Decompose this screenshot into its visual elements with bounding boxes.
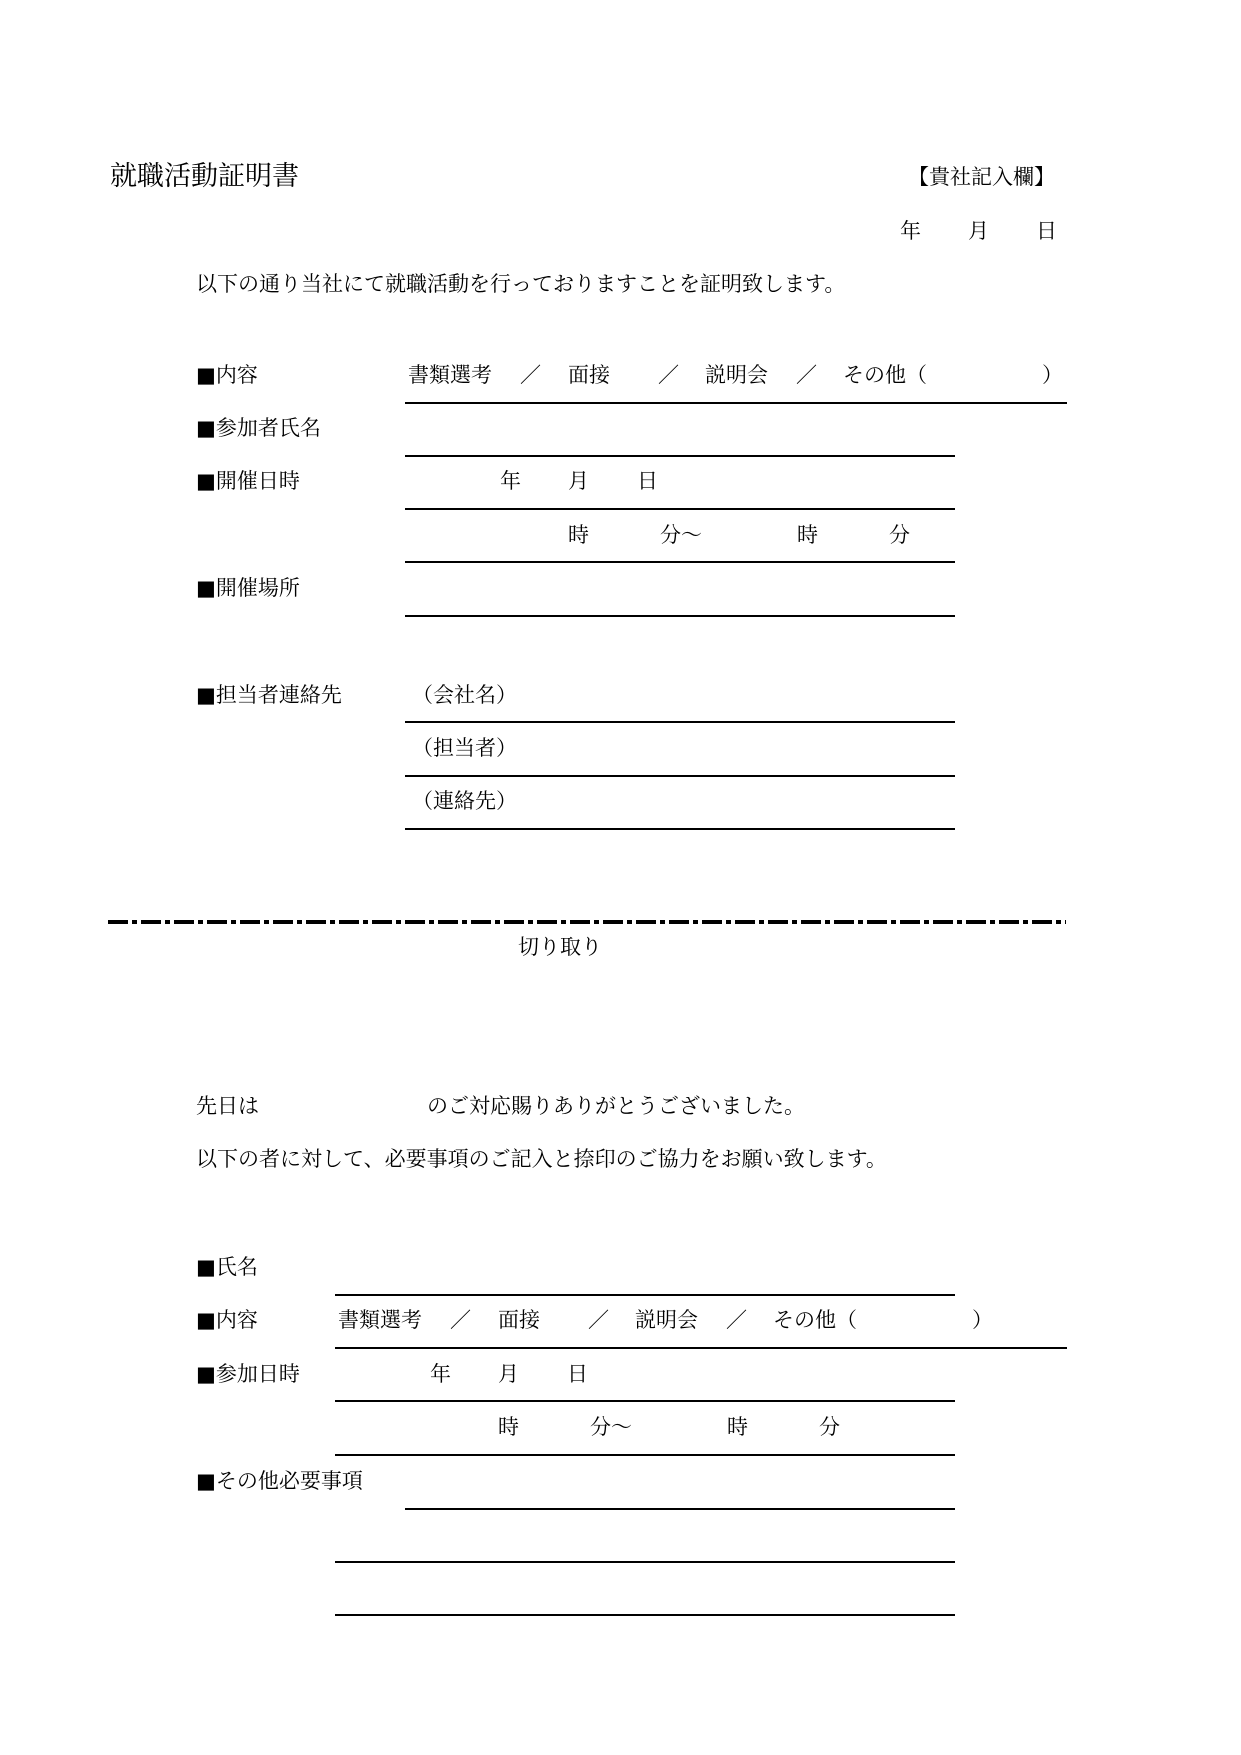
lower-option-other-close: ） [972, 1308, 993, 1332]
issue-date-year: 年 [900, 219, 921, 243]
attend-date-month: 月 [498, 1362, 519, 1386]
separator: ／ [796, 363, 817, 387]
participant-name-label: ■参加者氏名 [196, 416, 321, 440]
option-other-close: ） [1042, 363, 1063, 387]
separator: ／ [588, 1308, 609, 1332]
lower-option-interview[interactable]: 面接 [498, 1308, 540, 1332]
event-end-hour: 時 [797, 523, 818, 547]
other-required-label: ■その他必要事項 [196, 1469, 363, 1493]
cut-line [108, 920, 1066, 924]
event-date-month: 月 [568, 469, 589, 493]
attend-end-minute: 分 [819, 1415, 840, 1439]
option-document-screening[interactable]: 書類選考 [408, 363, 492, 387]
contact-info-field[interactable] [405, 828, 955, 830]
option-interview[interactable]: 面接 [568, 363, 610, 387]
event-start-minute: 分〜 [660, 523, 702, 547]
event-time-field[interactable] [405, 561, 955, 563]
issue-date-day: 日 [1036, 219, 1057, 243]
separator: ／ [726, 1308, 747, 1332]
lower-option-other[interactable]: その他（ [773, 1308, 857, 1332]
content-underline [405, 402, 1067, 404]
event-start-hour: 時 [568, 523, 589, 547]
other-required-field-3[interactable] [335, 1614, 955, 1616]
attend-start-hour: 時 [498, 1415, 519, 1439]
option-other[interactable]: その他（ [843, 363, 927, 387]
attend-time-field[interactable] [335, 1454, 955, 1456]
name-label: ■氏名 [196, 1255, 258, 1279]
contact-company-field[interactable] [405, 721, 955, 723]
separator: ／ [520, 363, 541, 387]
separator: ／ [658, 363, 679, 387]
venue-label: ■開催場所 [196, 576, 300, 600]
other-required-field-1[interactable] [405, 1508, 955, 1510]
intro-text: 以下の通り当社にて就職活動を行っておりますことを証明致します。 [196, 272, 846, 296]
venue-field[interactable] [405, 615, 955, 617]
contact-info-label: （連絡先） [412, 789, 517, 813]
option-briefing[interactable]: 説明会 [705, 363, 768, 387]
event-date-field[interactable] [405, 508, 955, 510]
document-title: 就職活動証明書 [110, 161, 299, 192]
separator: ／ [450, 1308, 471, 1332]
event-datetime-label: ■開催日時 [196, 469, 300, 493]
contact-label: ■担当者連絡先 [196, 683, 342, 707]
cut-label: 切り取り [518, 935, 602, 959]
participant-name-field[interactable] [405, 455, 955, 457]
thanks-prefix: 先日は [196, 1094, 259, 1118]
attend-datetime-label: ■参加日時 [196, 1362, 300, 1386]
lower-option-briefing[interactable]: 説明会 [635, 1308, 698, 1332]
attend-start-minute: 分〜 [590, 1415, 632, 1439]
event-end-minute: 分 [889, 523, 910, 547]
contact-company-label: （会社名） [412, 683, 517, 707]
contact-person-label: （担当者） [412, 736, 517, 760]
lower-content-label: ■内容 [196, 1308, 258, 1332]
contact-person-field[interactable] [405, 775, 955, 777]
company-section-label: 【貴社記入欄】 [908, 165, 1055, 189]
event-date-year: 年 [500, 469, 521, 493]
attend-date-day: 日 [567, 1362, 588, 1386]
name-field[interactable] [335, 1294, 955, 1296]
attend-end-hour: 時 [727, 1415, 748, 1439]
thanks-suffix: のご対応賜りありがとうございました。 [427, 1094, 805, 1118]
lower-option-document-screening[interactable]: 書類選考 [338, 1308, 422, 1332]
attend-date-field[interactable] [335, 1400, 955, 1402]
attend-date-year: 年 [430, 1362, 451, 1386]
other-required-field-2[interactable] [335, 1561, 955, 1563]
event-date-day: 日 [637, 469, 658, 493]
lower-content-underline [335, 1347, 1067, 1349]
content-label: ■内容 [196, 363, 258, 387]
issue-date-month: 月 [968, 219, 989, 243]
request-text: 以下の者に対して、必要事項のご記入と捺印のご協力をお願い致します。 [196, 1147, 887, 1171]
